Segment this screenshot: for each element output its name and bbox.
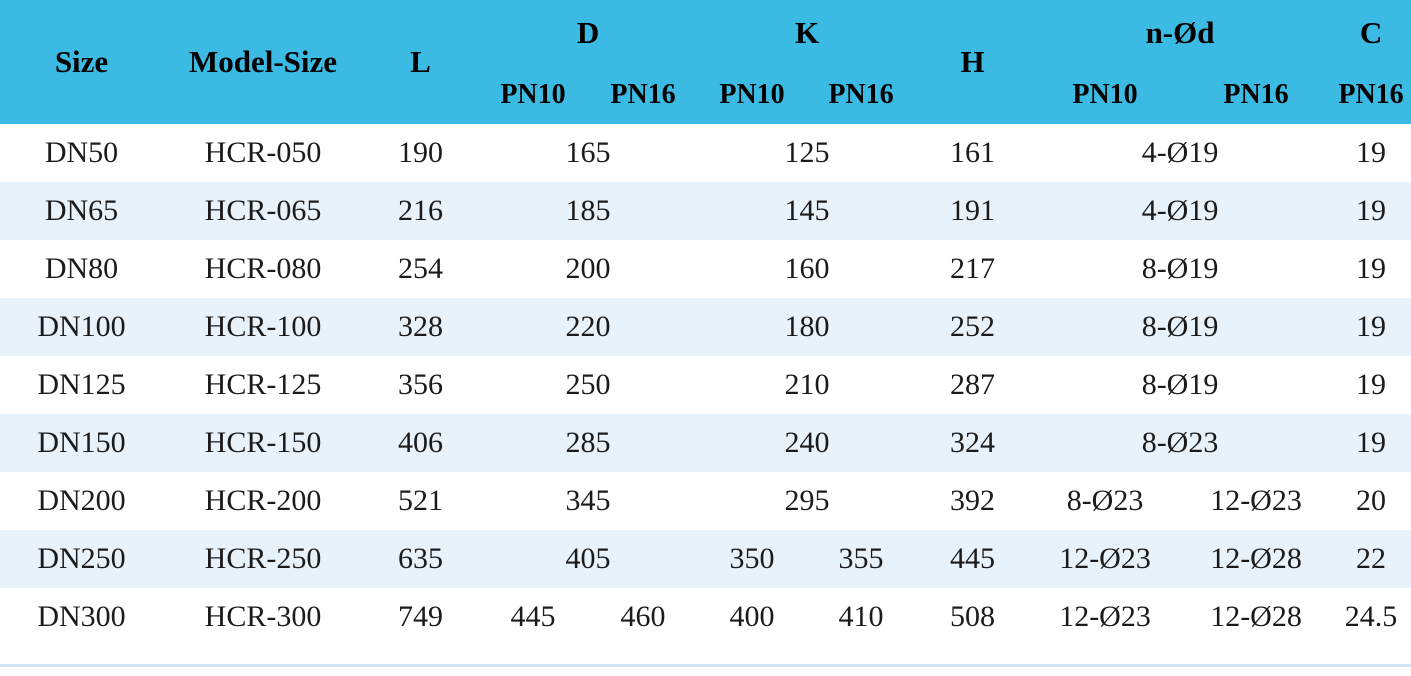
table-row xyxy=(0,530,1411,588)
cell-l: 190 xyxy=(363,124,478,182)
cell-c-pn16: 19 xyxy=(1331,240,1411,298)
table-body xyxy=(0,124,1411,646)
cell-nd-pn10: 12-Ø23 xyxy=(1029,588,1181,646)
col-header-d: D xyxy=(478,0,698,66)
cell-h: 191 xyxy=(916,182,1029,240)
cell-k: 160 xyxy=(698,240,916,298)
cell-l: 635 xyxy=(363,530,478,588)
cell-c-pn16: 19 xyxy=(1331,356,1411,414)
cell-size: DN200 xyxy=(0,472,163,530)
col-header-c-pn16: PN16 xyxy=(1331,66,1411,124)
cell-d: 285 xyxy=(478,414,698,472)
col-header-size: Size xyxy=(0,0,163,124)
cell-d-pn16: 460 xyxy=(588,588,698,646)
cell-c-pn16: 19 xyxy=(1331,298,1411,356)
col-header-h: H xyxy=(916,0,1029,124)
table-bottom-rule xyxy=(0,664,1411,667)
col-header-k: K xyxy=(698,0,916,66)
cell-l: 749 xyxy=(363,588,478,646)
table-row xyxy=(0,588,1411,646)
col-header-d-pn16: PN16 xyxy=(588,66,698,124)
table-row xyxy=(0,240,1411,298)
col-header-c: C xyxy=(1331,0,1411,66)
cell-size: DN100 xyxy=(0,298,163,356)
cell-model: HCR-080 xyxy=(163,240,363,298)
cell-k-pn16: 410 xyxy=(806,588,916,646)
cell-nd-pn16: 12-Ø28 xyxy=(1181,588,1331,646)
cell-nd-pn16: 12-Ø28 xyxy=(1181,530,1331,588)
table-row xyxy=(0,414,1411,472)
cell-k: 210 xyxy=(698,356,916,414)
cell-h: 324 xyxy=(916,414,1029,472)
cell-h: 392 xyxy=(916,472,1029,530)
cell-l: 356 xyxy=(363,356,478,414)
cell-k: 125 xyxy=(698,124,916,182)
table-row xyxy=(0,124,1411,182)
cell-nd-pn16: 12-Ø23 xyxy=(1181,472,1331,530)
cell-size: DN300 xyxy=(0,588,163,646)
cell-k: 180 xyxy=(698,298,916,356)
cell-nd-pn10: 12-Ø23 xyxy=(1029,530,1181,588)
cell-model: HCR-150 xyxy=(163,414,363,472)
col-header-nd-pn10: PN10 xyxy=(1029,66,1181,124)
cell-l: 216 xyxy=(363,182,478,240)
cell-size: DN125 xyxy=(0,356,163,414)
cell-l: 254 xyxy=(363,240,478,298)
cell-size: DN150 xyxy=(0,414,163,472)
cell-nd: 8-Ø23 xyxy=(1029,414,1331,472)
cell-nd: 4-Ø19 xyxy=(1029,182,1331,240)
cell-k-pn10: 350 xyxy=(698,530,806,588)
cell-d: 165 xyxy=(478,124,698,182)
cell-model: HCR-065 xyxy=(163,182,363,240)
cell-d: 345 xyxy=(478,472,698,530)
col-header-d-pn10: PN10 xyxy=(478,66,588,124)
table-row xyxy=(0,182,1411,240)
cell-nd: 8-Ø19 xyxy=(1029,298,1331,356)
cell-nd-pn10: 8-Ø23 xyxy=(1029,472,1181,530)
cell-l: 521 xyxy=(363,472,478,530)
cell-nd: 8-Ø19 xyxy=(1029,240,1331,298)
cell-model: HCR-125 xyxy=(163,356,363,414)
cell-h: 161 xyxy=(916,124,1029,182)
cell-size: DN50 xyxy=(0,124,163,182)
cell-l: 406 xyxy=(363,414,478,472)
cell-model: HCR-200 xyxy=(163,472,363,530)
cell-k: 240 xyxy=(698,414,916,472)
header-row-top xyxy=(0,0,1411,66)
col-header-l: L xyxy=(363,0,478,124)
cell-c-pn16: 19 xyxy=(1331,182,1411,240)
col-header-nd: n-Ød xyxy=(1029,0,1331,66)
cell-c-pn16: 19 xyxy=(1331,124,1411,182)
cell-size: DN65 xyxy=(0,182,163,240)
cell-d: 185 xyxy=(478,182,698,240)
cell-k-pn16: 355 xyxy=(806,530,916,588)
cell-nd: 8-Ø19 xyxy=(1029,356,1331,414)
cell-h: 445 xyxy=(916,530,1029,588)
table-row xyxy=(0,356,1411,414)
cell-size: DN80 xyxy=(0,240,163,298)
col-header-k-pn16: PN16 xyxy=(806,66,916,124)
cell-d: 405 xyxy=(478,530,698,588)
cell-h: 217 xyxy=(916,240,1029,298)
cell-l: 328 xyxy=(363,298,478,356)
cell-size: DN250 xyxy=(0,530,163,588)
cell-k-pn10: 400 xyxy=(698,588,806,646)
table-header xyxy=(0,0,1411,124)
col-header-nd-pn16: PN16 xyxy=(1181,66,1331,124)
cell-k: 295 xyxy=(698,472,916,530)
col-header-model-size: Model-Size xyxy=(163,0,363,124)
cell-h: 508 xyxy=(916,588,1029,646)
cell-d: 200 xyxy=(478,240,698,298)
cell-model: HCR-300 xyxy=(163,588,363,646)
cell-nd: 4-Ø19 xyxy=(1029,124,1331,182)
table-row xyxy=(0,298,1411,356)
cell-h: 287 xyxy=(916,356,1029,414)
cell-model: HCR-100 xyxy=(163,298,363,356)
cell-c-pn16: 24.5 xyxy=(1331,588,1411,646)
cell-h: 252 xyxy=(916,298,1029,356)
cell-d: 250 xyxy=(478,356,698,414)
cell-c-pn16: 22 xyxy=(1331,530,1411,588)
cell-model: HCR-050 xyxy=(163,124,363,182)
table-row xyxy=(0,472,1411,530)
cell-model: HCR-250 xyxy=(163,530,363,588)
cell-d-pn10: 445 xyxy=(478,588,588,646)
cell-c-pn16: 20 xyxy=(1331,472,1411,530)
cell-c-pn16: 19 xyxy=(1331,414,1411,472)
col-header-k-pn10: PN10 xyxy=(698,66,806,124)
cell-d: 220 xyxy=(478,298,698,356)
cell-k: 145 xyxy=(698,182,916,240)
